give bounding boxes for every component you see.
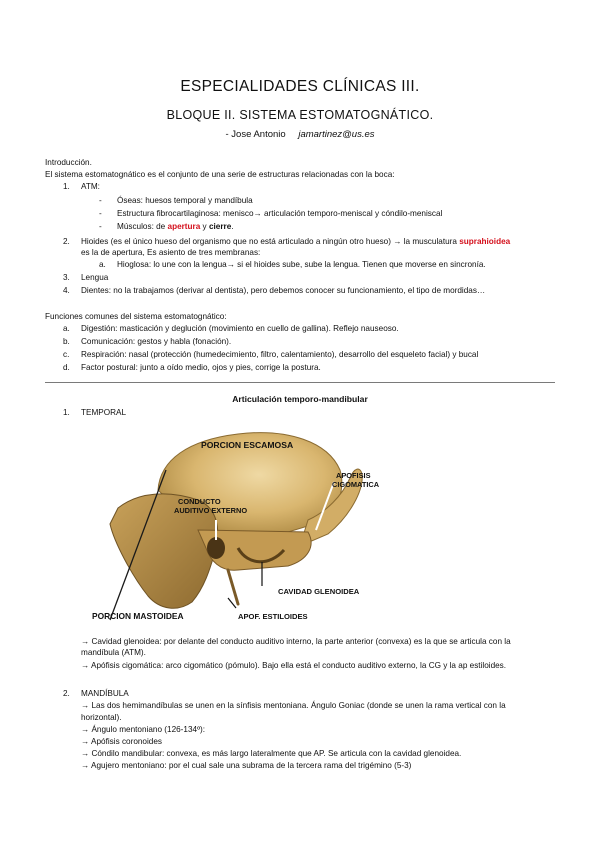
list-letter: a.: [63, 324, 70, 333]
list-letter: c.: [63, 350, 70, 359]
subsection-mandibula: MANDÍBULA: [81, 689, 129, 698]
musculos-prefix: Músculos: de: [117, 222, 168, 231]
hioides-continuation: es la de apertura, Es asiento de tres membranas:: [81, 248, 261, 257]
suprahioidea-highlight: suprahioidea: [459, 237, 511, 246]
label-glenoidea: CAVIDAD GLENOIDEA: [278, 587, 360, 596]
musculos-end: .: [231, 222, 234, 231]
mandibula-note-5: → Agujero mentoniano: por el cual sale una subrama de la tercera rama del trigémino (5-3): [81, 761, 412, 770]
author-name: - Jose Antonio: [225, 129, 286, 140]
author-line: [0, 129, 600, 140]
list-item-lengua: Lengua: [81, 273, 109, 282]
hioides-text: Hioides (es el único hueso del organismo que no está articulado a ningún otro hueso) → la musculatura: [81, 237, 460, 246]
mandibula-note-2: → Ángulo mentoniano (126-134º):: [81, 725, 206, 734]
label-conducto-2: AUDITIVO EXTERNO: [174, 506, 248, 515]
list-number: 2.: [63, 237, 70, 246]
sub-letter: a.: [99, 260, 106, 269]
cierre-highlight: cierre: [208, 222, 232, 231]
temporal-note-2: → Apófisis cigomática: arco cigomático (pómulo). Bajo ella está el conducto auditivo externo, la CG y la ap estiloides.: [81, 661, 507, 670]
list-item-atm: ATM:: [81, 182, 100, 191]
atm-sub-musculos: [117, 221, 234, 232]
functions-heading: Funciones comunes del sistema estomatognático:: [45, 312, 227, 321]
author-email[interactable]: jamartinez@us.es: [298, 129, 375, 140]
label-escamosa: PORCION ESCAMOSA: [201, 440, 294, 450]
list-number: 2.: [63, 689, 70, 698]
mandibula-note-1: → Las dos hemimandíbulas se unen en la sínfisis mentoniana. Ángulo Goniac (donde se unen la rama vertical con la: [81, 701, 506, 710]
subsection-temporal: TEMPORAL: [81, 408, 127, 417]
section-divider: [45, 382, 555, 383]
function-digestion: Digestión: masticación y deglución (movimiento en cuello de gallina). Reflejo nauseoso.: [81, 324, 399, 333]
intro-sentence: El sistema estomatognático es el conjunto de una serie de estructuras relacionadas con la boca:: [45, 170, 395, 179]
styloid-process: [228, 570, 238, 604]
hioides-sub-hioglosa: Hioglosa: lo une con la lengua→ si el hioides sube, sube la lengua. Tienen que moverse en sincronía.: [117, 260, 486, 269]
temporal-bone-figure: [88, 420, 380, 626]
function-postural: Factor postural: junto a oído medio, ojos y pies, corrige la postura.: [81, 363, 321, 372]
pointer-line: [228, 598, 236, 608]
bullet-dash: -: [99, 196, 102, 205]
list-item-dientes: Dientes: no la trabajamos (derivar al dentista), pero debemos conocer su funcionamiento, el tipo de mordidas…: [81, 286, 486, 295]
label-estiloides: APOF. ESTILOIDES: [238, 612, 308, 621]
label-apofisis-2: CIGOMATICA: [332, 480, 380, 489]
bullet-dash: -: [99, 222, 102, 231]
page-title: ESPECIALIDADES CLÍNICAS III.: [180, 78, 420, 95]
list-letter: b.: [63, 337, 70, 346]
musculos-and: y: [200, 222, 209, 231]
list-number: 4.: [63, 286, 70, 295]
mandibula-note-1-cont: horizontal).: [81, 713, 122, 722]
function-respiracion: Respiración: nasal (protección (humedecimiento, filtro, calentamiento), desarrollo del esqueleto facial) y bucal: [81, 350, 479, 359]
auditory-meatus: [207, 537, 225, 559]
list-number: 1.: [63, 182, 70, 191]
temporal-note-1-cont: mandíbula (ATM).: [81, 648, 146, 657]
function-comunicacion: Comunicación: gestos y habla (fonación).: [81, 337, 232, 346]
list-number: 3.: [63, 273, 70, 282]
section-title: Articulación temporo-mandibular: [232, 394, 368, 404]
label-conducto-1: CONDUCTO: [178, 497, 221, 506]
list-item-hioides: [81, 236, 510, 247]
label-apofisis-1: APOFISIS: [336, 471, 371, 480]
mandibula-note-4: → Cóndilo mandibular: convexa, es más largo lateralmente que AP. Se articula con la cavidad glenoidea.: [81, 749, 462, 758]
bullet-dash: -: [99, 209, 102, 218]
intro-heading: Introducción.: [45, 158, 92, 167]
atm-sub-oseas: Óseas: huesos temporal y mandíbula: [117, 196, 253, 205]
label-mastoidea: PORCION MASTOIDEA: [92, 611, 184, 621]
mandibula-note-3: → Apófisis coronoides: [81, 737, 163, 746]
list-letter: d.: [63, 363, 70, 372]
apertura-highlight: apertura: [167, 222, 201, 231]
temporal-note-1: → Cavidad glenoidea: por delante del conducto auditivo interno, la parte anterior (convexa) es la que se articula con la: [81, 637, 511, 646]
atm-sub-fibro: Estructura fibrocartilaginosa: menisco→ articulación temporo-meniscal y cóndilo-meniscal: [117, 209, 443, 218]
page-subtitle: BLOQUE II. SISTEMA ESTOMATOGNÁTICO.: [166, 108, 434, 122]
list-number: 1.: [63, 408, 70, 417]
